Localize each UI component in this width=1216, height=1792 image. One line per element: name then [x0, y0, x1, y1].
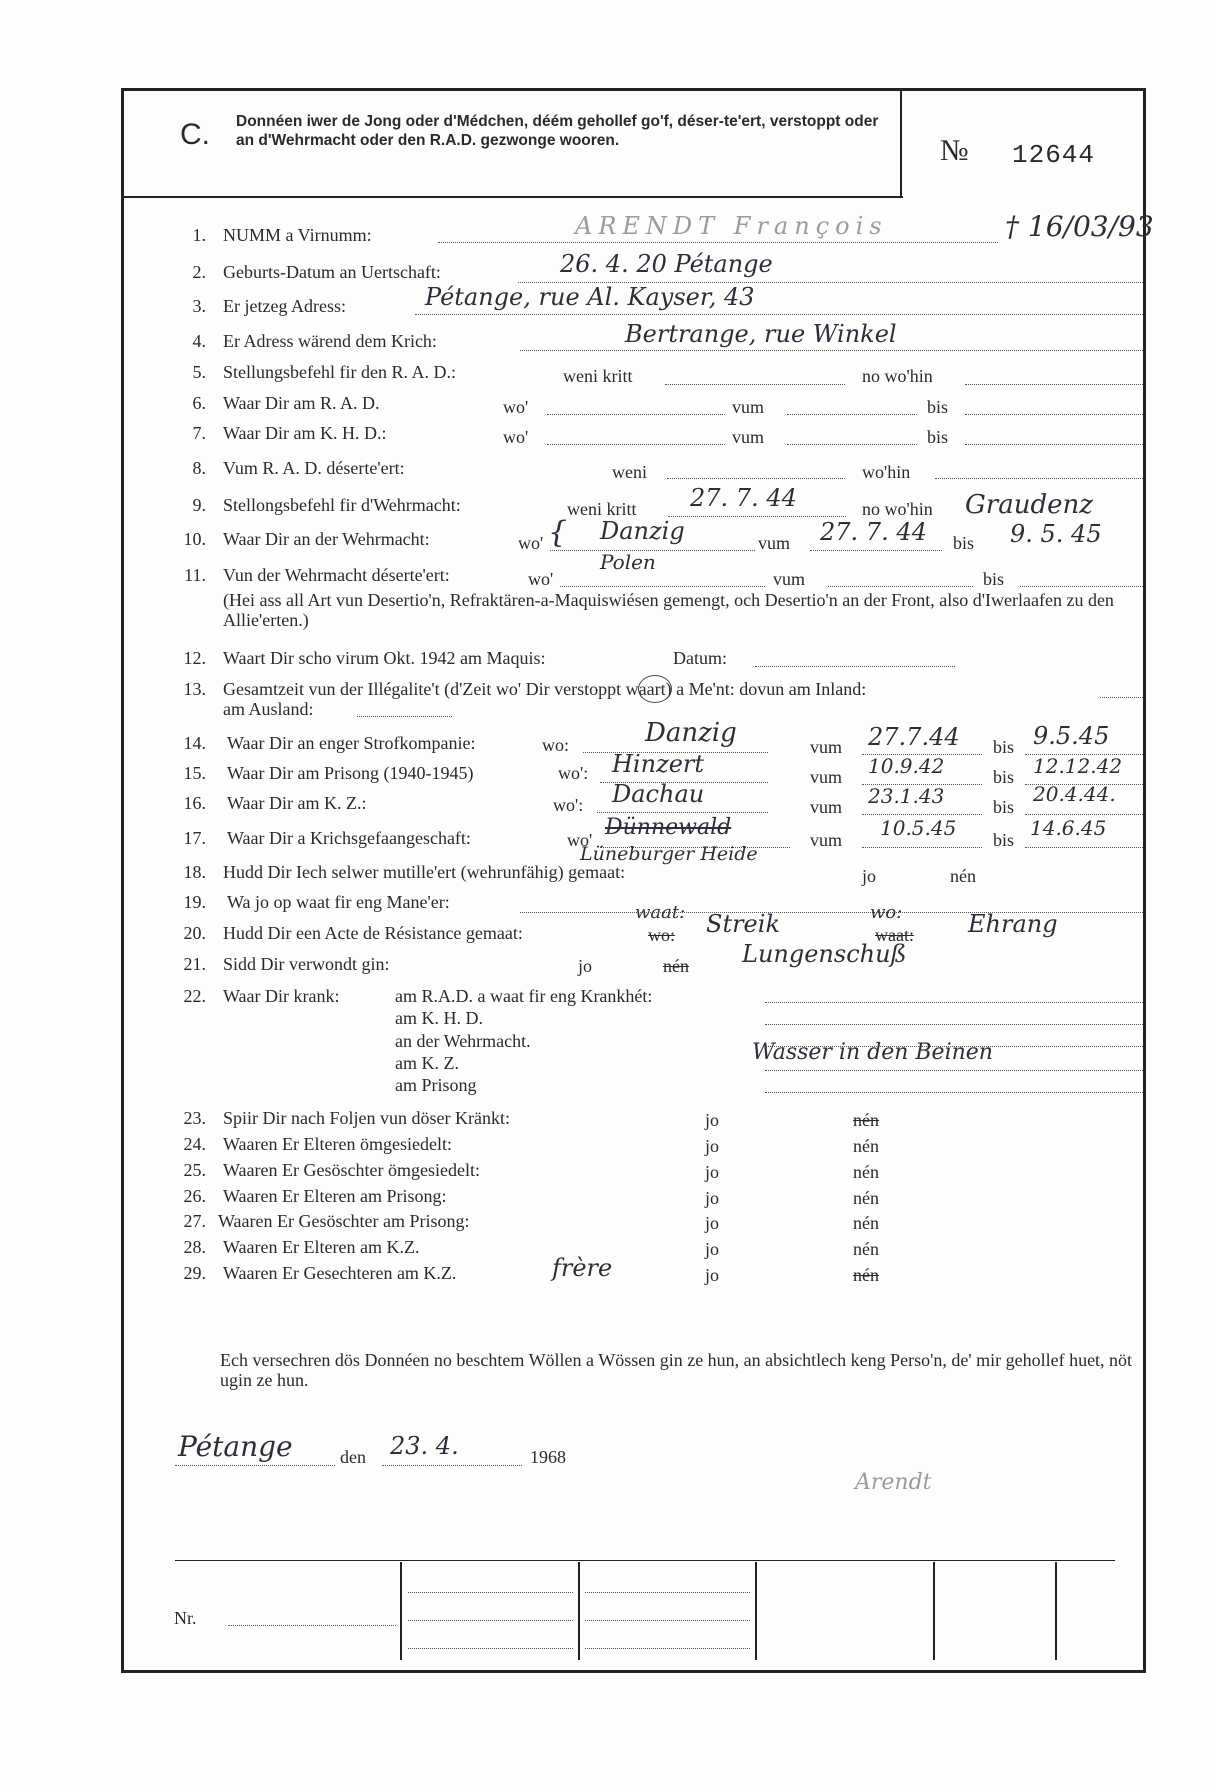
- q7-label: Waar Dir am K. H. D.:: [223, 423, 387, 443]
- q28-number: 28.: [183, 1237, 206, 1257]
- q10-label: Waar Dir an der Wehrmacht:: [223, 529, 430, 549]
- q25-number: 25.: [183, 1160, 206, 1180]
- q8-when-line: [667, 478, 845, 479]
- q22-number: 22.: [183, 986, 206, 1006]
- q23-number: 23.: [183, 1108, 206, 1128]
- q9-label: Stellongsbefehl fir d'Wehrmacht:: [223, 495, 461, 515]
- q14-from-value: 27.7.44: [868, 723, 960, 751]
- q27-no: nén: [853, 1213, 879, 1233]
- q9-where-value: Graudenz: [965, 490, 1093, 520]
- q11-note: (Hei ass all Art vun Desertio'n, Refraktären-a-Maquiswiésen gemengt, och Desertio'n an der Front, also d'Iwerlaafen zu den Allie'erten.): [223, 590, 1114, 630]
- q14-to-value: 9.5.45: [1033, 722, 1110, 750]
- signing-year: 1968: [530, 1447, 566, 1467]
- q9-when-line: [668, 516, 846, 517]
- q9-when-value: 27. 7. 44: [690, 484, 797, 512]
- q7-to: bis: [927, 427, 949, 447]
- q7-number: 7.: [192, 423, 206, 443]
- q16-to-line: [1025, 814, 1143, 815]
- q4-number: 4.: [192, 331, 206, 351]
- q20-where: wo:: [648, 925, 675, 945]
- q9-number: 9.: [192, 495, 206, 515]
- q14-where: wo:: [542, 735, 569, 755]
- q4-war-address: Bertrange, rue Winkel: [625, 320, 897, 348]
- q14-where-value: Danzig: [645, 718, 737, 748]
- q8-where-line: [935, 478, 1143, 479]
- q28-label: Waaren Er Elteren am K.Z.: [223, 1237, 420, 1257]
- q17-where-value-2: Lüneburger Heide: [580, 843, 758, 865]
- q8-where: wo'hin: [862, 462, 911, 482]
- q5-when: weni kritt: [563, 366, 633, 386]
- q17-to-value: 14.6.45: [1030, 816, 1107, 840]
- q9-when: weni kritt: [567, 499, 637, 519]
- footer-line-a1: [408, 1592, 573, 1593]
- q2-label: Geburts-Datum an Uertschaft:: [223, 262, 441, 282]
- q11-where-line: [560, 586, 765, 587]
- q24-no: nén: [853, 1136, 879, 1156]
- q15-where-value: Hinzert: [612, 750, 705, 778]
- q17-to: bis: [993, 830, 1015, 850]
- footer-col-4: [933, 1562, 935, 1660]
- q5-where: no wo'hin: [862, 366, 933, 386]
- q16-label: Waar Dir am K. Z.:: [227, 793, 367, 813]
- q6-label: Waar Dir am R. A. D.: [223, 393, 380, 413]
- q24-number: 24.: [183, 1134, 206, 1154]
- q16-to: bis: [993, 797, 1015, 817]
- q15-from-value: 10.9.42: [868, 754, 945, 778]
- footer-line-b3: [585, 1648, 750, 1649]
- q11-to: bis: [983, 569, 1005, 589]
- q3-line: [415, 314, 1143, 315]
- q7-to-line: [965, 444, 1143, 445]
- q6-where-line: [547, 414, 725, 415]
- form-title: Donnéen iwer de Jong oder d'Médchen, déém gehollef go'f, déser-te'ert, verstoppt oder an d'Wehrmacht oder den R.A.D. gezwonge wooren.: [236, 113, 879, 149]
- footer-line-a3: [408, 1648, 573, 1649]
- q13-label: Gesamtzeit vun der Illégalite't (d'Zeit wo' Dir verstoppt waart) a Me'nt: dovun am Inland:: [223, 679, 867, 699]
- q12-number: 12.: [183, 648, 206, 668]
- q14-from: vum: [810, 737, 843, 757]
- q8-when: weni: [612, 462, 647, 482]
- q11-where: wo': [528, 569, 554, 589]
- q15-from: vum: [810, 767, 843, 787]
- q17-where-value: Dünnewald: [605, 815, 732, 840]
- q20-where-inserted: wo:: [870, 902, 903, 923]
- q7-from: vum: [732, 427, 765, 447]
- q16-where-line: [597, 812, 768, 813]
- footer-col-5: [1055, 1562, 1057, 1660]
- q13-abroad-line: [357, 716, 452, 717]
- q22-rad: am R.A.D. a waat fir eng Krankhét:: [395, 986, 653, 1006]
- q10-where-value: Danzig: [600, 517, 685, 545]
- q13-number: 13.: [183, 679, 206, 699]
- q18-yes: jo: [862, 866, 877, 886]
- q23-no: nén: [853, 1110, 879, 1130]
- q26-label: Waaren Er Elteren am Prisong:: [223, 1186, 447, 1206]
- den-label: den: [340, 1447, 366, 1467]
- signature: Arendt: [855, 1470, 932, 1495]
- form-number: 12644: [1012, 140, 1096, 170]
- declaration: Ech versechren dös Donnéen no beschtem Wöllen a Wössen gin ze hun, an absichtlech keng Perso'n, de' mir gehollef huet, nöt ugin ze hun.: [220, 1350, 1133, 1390]
- q5-label: Stellungsbefehl fir den R. A. D.:: [223, 362, 456, 382]
- q21-label: Sidd Dir verwondt gin:: [223, 954, 390, 974]
- q22-khd-line: [765, 1024, 1143, 1025]
- q27-number: 27.: [183, 1211, 206, 1231]
- q25-label: Waaren Er Gesöschter ömgesiedelt:: [223, 1160, 480, 1180]
- q16-from-value: 23.1.43: [868, 784, 945, 808]
- q17-from: vum: [810, 830, 843, 850]
- q22-label: Waar Dir krank:: [223, 986, 340, 1006]
- q21-no: nén: [663, 956, 689, 976]
- q1-label: NUMM a Virnumm:: [223, 225, 372, 245]
- q10-brace-icon: {: [548, 515, 568, 550]
- q20-label: Hudd Dir een Acte de Résistance gemaat:: [223, 923, 523, 943]
- q13-circle-mark: [638, 675, 672, 703]
- signing-date: 23. 4.: [390, 1432, 459, 1460]
- q22-wehrmacht: an der Wehrmacht.: [395, 1031, 531, 1051]
- q10-to-value: 9. 5. 45: [1010, 520, 1102, 548]
- q24-label: Waaren Er Elteren ömgesiedelt:: [223, 1134, 452, 1154]
- footer-line-a2: [408, 1620, 573, 1621]
- q20-number: 20.: [183, 923, 206, 943]
- q9-where: no wo'hin: [862, 499, 933, 519]
- q10-from-value: 27. 7. 44: [820, 518, 927, 546]
- footer-line-b1: [585, 1592, 750, 1593]
- q6-to: bis: [927, 397, 949, 417]
- q27-yes: jo: [705, 1213, 720, 1233]
- q28-no: nén: [853, 1239, 879, 1259]
- number-sign: №: [940, 134, 969, 167]
- q20-where-value: Ehrang: [968, 910, 1058, 938]
- q8-label: Vum R. A. D. déserte'ert:: [223, 458, 405, 478]
- q25-yes: jo: [705, 1162, 720, 1182]
- footer-line-b2: [585, 1620, 750, 1621]
- q12-date-line: [755, 666, 955, 667]
- q18-no: nén: [950, 866, 976, 886]
- q29-number: 29.: [183, 1263, 206, 1283]
- q10-where: wo': [518, 533, 544, 553]
- q7-where-line: [547, 444, 725, 445]
- q22-kz-line: [765, 1070, 1143, 1071]
- q14-label: Waar Dir an enger Strofkompanie:: [227, 733, 476, 753]
- q22-khd: am K. H. D.: [395, 1008, 483, 1028]
- q17-number: 17.: [183, 828, 206, 848]
- q28-yes: jo: [705, 1239, 720, 1259]
- q10-number: 10.: [183, 529, 206, 549]
- footer-nr-line: [228, 1625, 396, 1626]
- q14-number: 14.: [183, 733, 206, 753]
- q7-where: wo': [503, 427, 529, 447]
- section-letter: C.: [180, 118, 210, 151]
- q3-address: Pétange, rue Al. Kayser, 43: [425, 283, 755, 311]
- q15-label: Waar Dir am Prisong (1940-1945): [227, 763, 474, 783]
- q17-from-value: 10.5.45: [880, 816, 957, 840]
- footer-nr-label: Nr.: [174, 1608, 197, 1628]
- signing-place: Pétange: [178, 1430, 293, 1463]
- q10-from: vum: [758, 533, 791, 553]
- q5-where-line: [965, 384, 1143, 385]
- q25-no: nén: [853, 1162, 879, 1182]
- q1-line: [438, 242, 998, 243]
- q11-from: vum: [773, 569, 806, 589]
- q2-number: 2.: [192, 262, 206, 282]
- footer-col-2: [578, 1562, 580, 1660]
- q2-birth: 26. 4. 20 Pétange: [560, 250, 773, 278]
- q6-number: 6.: [192, 393, 206, 413]
- q29-label: Waaren Er Gesechteren am K.Z.: [223, 1263, 457, 1283]
- q27-label: Waaren Er Gesöschter am Prisong:: [218, 1211, 470, 1231]
- q12-date: Datum:: [673, 648, 727, 668]
- q7-from-line: [787, 444, 917, 445]
- q10-to: bis: [953, 533, 975, 553]
- q18-label: Hudd Dir Iech selwer mutille'ert (wehrunfähig) gemaat:: [223, 862, 626, 882]
- header-divider: [900, 90, 902, 198]
- q1-death-date: † 16/03/93: [1005, 210, 1154, 243]
- q4-line: [520, 350, 1143, 351]
- q20-what-inserted: waat:: [635, 902, 686, 923]
- q20-what-value: Streik: [706, 910, 780, 938]
- q6-from: vum: [732, 397, 765, 417]
- q15-to-value: 12.12.42: [1033, 754, 1123, 778]
- q6-where: wo': [503, 397, 529, 417]
- q17-from-line: [862, 847, 982, 848]
- q22-kz-value: Wasser in den Beinen: [752, 1040, 993, 1065]
- q15-number: 15.: [183, 763, 206, 783]
- q16-from-line: [862, 814, 982, 815]
- q22-prisong-line: [765, 1092, 1143, 1093]
- q20-what: waat:: [875, 925, 914, 945]
- q10-where-value-2: Polen: [600, 550, 656, 574]
- q1-number: 1.: [192, 225, 206, 245]
- signing-date-line: [382, 1465, 522, 1466]
- q16-number: 16.: [183, 793, 206, 813]
- q5-number: 5.: [192, 362, 206, 382]
- q11-from-line: [828, 586, 973, 587]
- q11-to-line: [1020, 586, 1143, 587]
- q15-to: bis: [993, 767, 1015, 787]
- q16-from: vum: [810, 797, 843, 817]
- q11-number: 11.: [184, 565, 206, 585]
- q23-label: Spiir Dir nach Foljen vun döser Kränkt:: [223, 1108, 510, 1128]
- q16-where-value: Dachau: [612, 780, 705, 808]
- q15-where: wo':: [558, 763, 589, 783]
- q17-where: wo': [567, 830, 593, 850]
- q26-no: nén: [853, 1188, 879, 1208]
- q14-to: bis: [993, 737, 1015, 757]
- q17-label: Waar Dir a Krichsgefaangeschaft:: [227, 828, 471, 848]
- q12-label: Waart Dir scho virum Okt. 1942 am Maquis:: [223, 648, 546, 668]
- q3-label: Er jetzeg Adress:: [223, 296, 346, 316]
- q29-yes: jo: [705, 1265, 720, 1285]
- q6-from-line: [787, 414, 917, 415]
- q13-inland-line: [1100, 697, 1143, 698]
- q3-number: 3.: [192, 296, 206, 316]
- q24-yes: jo: [705, 1136, 720, 1156]
- q6-to-line: [965, 414, 1143, 415]
- q21-yes: jo: [578, 956, 593, 976]
- q21-value: Lungenschuß: [742, 940, 907, 968]
- q11-label: Vun der Wehrmacht déserte'ert:: [223, 565, 450, 585]
- q26-number: 26.: [183, 1186, 206, 1206]
- q10-from-line: [810, 550, 942, 551]
- q19-number: 19.: [183, 892, 206, 912]
- q29-value: frère: [552, 1254, 613, 1282]
- signing-place-line: [175, 1465, 335, 1466]
- q4-label: Er Adress wärend dem Krich:: [223, 331, 437, 351]
- q23-yes: jo: [705, 1110, 720, 1130]
- q16-where: wo':: [553, 795, 584, 815]
- q17-to-line: [1025, 847, 1143, 848]
- q26-yes: jo: [705, 1188, 720, 1208]
- q22-prisong: am Prisong: [395, 1075, 477, 1095]
- q21-number: 21.: [183, 954, 206, 974]
- q18-number: 18.: [183, 862, 206, 882]
- q16-to-value: 20.4.44.: [1033, 782, 1116, 806]
- footer-top-rule: [175, 1560, 1115, 1561]
- q8-number: 8.: [192, 458, 206, 478]
- q5-when-line: [665, 384, 845, 385]
- q22-rad-line: [765, 1002, 1143, 1003]
- footer-col-3: [755, 1562, 757, 1660]
- q22-kz: am K. Z.: [395, 1053, 459, 1073]
- header-underline: [121, 196, 903, 198]
- q19-label: Wa jo op waat fir eng Mane'er:: [227, 892, 450, 912]
- q13-abroad: am Ausland:: [223, 699, 314, 719]
- footer-col-1: [400, 1562, 402, 1660]
- q1-name: ARENDT François: [575, 212, 888, 240]
- q29-no: nén: [853, 1265, 879, 1285]
